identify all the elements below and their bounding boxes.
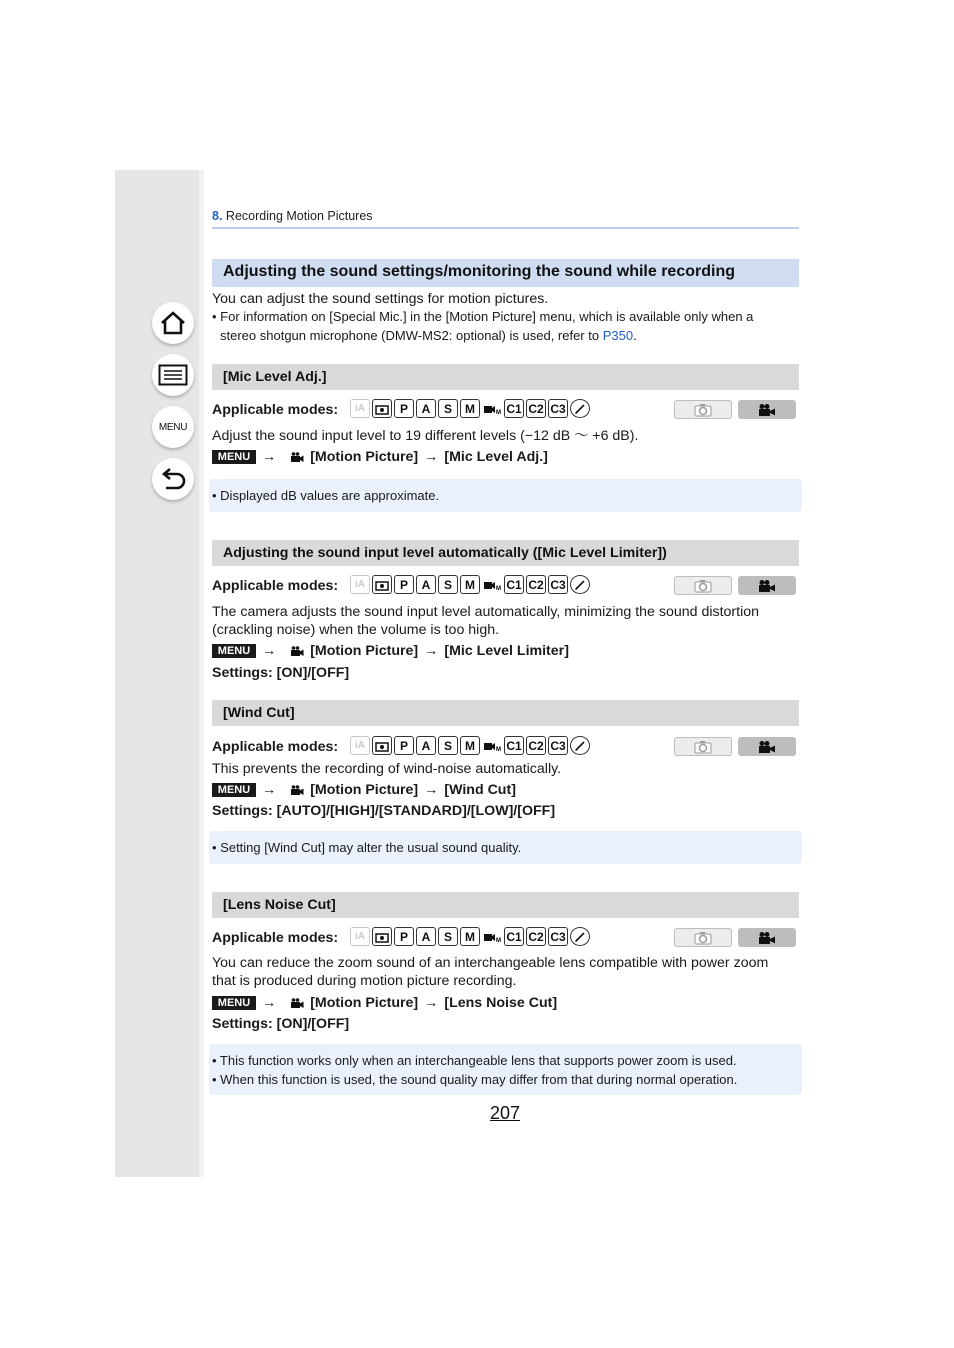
brush-icon	[573, 578, 587, 592]
section-heading-lens-noise-cut: [Lens Noise Cut]	[212, 892, 799, 918]
arrow: →	[424, 643, 439, 659]
menu-badge: MENU	[212, 644, 256, 658]
home-button[interactable]	[152, 302, 194, 344]
applicable-modes-row	[212, 399, 802, 421]
menu-badge: MENU	[212, 996, 256, 1010]
camera-icon	[694, 579, 712, 593]
brush-icon	[573, 739, 587, 753]
mode-p-icon: P	[394, 927, 414, 946]
camera-plus-icon	[375, 579, 389, 591]
section-heading-mic-level-limiter: Adjusting the sound input level automatically ([Mic Level Limiter])	[212, 540, 799, 566]
mode-creative-video-icon	[482, 736, 502, 755]
mode-c1-icon: C1	[504, 399, 524, 418]
mode-c3-icon: C3	[548, 736, 568, 755]
page-title: Adjusting the sound settings/monitoring the sound while recording	[212, 259, 799, 287]
mode-s-icon: S	[438, 575, 458, 594]
mode-c2-icon: C2	[526, 399, 546, 418]
svg-text:M: M	[496, 937, 501, 943]
svg-text:M: M	[496, 585, 501, 591]
mode-icon-list	[350, 399, 590, 418]
applicable-modes-row	[212, 736, 802, 758]
mode-creative-control-icon	[570, 399, 590, 418]
mode-ia-icon: iA	[350, 927, 370, 946]
description-line2: that is produced during motion picture recording.	[212, 973, 517, 989]
menu-path	[212, 449, 548, 465]
arrow: →	[424, 782, 439, 798]
mode-creative-control-icon	[570, 575, 590, 594]
back-button[interactable]	[152, 458, 194, 500]
video-m-icon	[483, 740, 501, 752]
svg-text:M: M	[496, 746, 501, 752]
mode-m-icon: M	[460, 575, 480, 594]
list-icon	[158, 364, 188, 386]
mode-c1-icon: C1	[504, 575, 524, 594]
mode-a-icon: A	[416, 399, 436, 418]
mode-c2-icon: C2	[526, 575, 546, 594]
movie-camera-icon	[757, 740, 777, 754]
breadcrumb-divider	[212, 227, 799, 229]
mode-creative-video-icon	[482, 399, 502, 418]
note-bullet: • Setting [Wind Cut] may alter the usual sound quality.	[212, 840, 522, 855]
mode-c2-icon: C2	[526, 736, 546, 755]
menu-item: [Mic Level Limiter]	[444, 643, 569, 659]
mode-c1-icon: C1	[504, 736, 524, 755]
mode-creative-video-icon	[482, 927, 502, 946]
sidebar-edge	[199, 170, 204, 1177]
camera-plus-icon	[375, 931, 389, 943]
movie-camera-icon	[757, 403, 777, 417]
mode-ia-plus-icon	[372, 927, 392, 946]
mode-creative-control-icon	[570, 736, 590, 755]
mode-a-icon: A	[416, 927, 436, 946]
description-line2: (crackling noise) when the volume is too high.	[212, 622, 500, 638]
camera-plus-icon	[375, 740, 389, 752]
lens-noise-cut-description	[212, 954, 768, 990]
contents-button[interactable]	[152, 354, 194, 396]
motion-picture-menu-icon	[290, 785, 304, 795]
menu-badge: MENU	[212, 783, 256, 797]
menu-item: [Lens Noise Cut]	[444, 995, 558, 1011]
video-m-icon	[483, 931, 501, 943]
menu-item: [Wind Cut]	[444, 782, 516, 798]
mode-creative-control-icon	[570, 927, 590, 946]
applicable-modes-label: Applicable modes:	[212, 739, 339, 755]
back-arrow-icon	[159, 466, 187, 492]
menu-path	[212, 643, 569, 659]
mode-ia-plus-icon	[372, 399, 392, 418]
video-recording-indicator	[738, 576, 796, 595]
settings-line: Settings: [ON]/[OFF]	[212, 665, 350, 681]
mode-p-icon: P	[394, 736, 414, 755]
camera-icon	[694, 931, 712, 945]
video-recording-indicator	[738, 400, 796, 419]
movie-camera-icon	[757, 579, 777, 593]
menu-badge: MENU	[212, 450, 256, 464]
mode-ia-plus-icon	[372, 575, 392, 594]
motion-picture-menu-icon	[290, 646, 304, 656]
note-box	[209, 479, 802, 512]
camera-icon	[694, 403, 712, 417]
mode-ia-icon: iA	[350, 399, 370, 418]
mode-c2-icon: C2	[526, 927, 546, 946]
mode-p-icon: P	[394, 399, 414, 418]
menu-path	[212, 782, 516, 798]
mode-s-icon: S	[438, 399, 458, 418]
mode-c3-icon: C3	[548, 927, 568, 946]
svg-text:M: M	[496, 409, 501, 415]
mode-a-icon: A	[416, 736, 436, 755]
note-bullet: • Displayed dB values are approximate.	[212, 488, 440, 503]
mode-a-icon: A	[416, 575, 436, 594]
video-recording-indicator	[738, 928, 796, 947]
intro-bullet-line1: • For information on [Special Mic.] in the [Motion Picture] menu, which is available only when a	[212, 309, 754, 324]
applicable-modes-label: Applicable modes:	[212, 930, 339, 946]
settings-line: Settings: [ON]/[OFF]	[212, 1016, 350, 1032]
menu-name: [Motion Picture]	[310, 449, 419, 465]
video-m-icon	[483, 403, 501, 415]
note-bullet: • When this function is used, the sound quality may differ from that during normal operation.	[212, 1072, 738, 1087]
mode-ia-icon: iA	[350, 736, 370, 755]
arrow: →	[262, 782, 277, 798]
arrow: →	[262, 995, 277, 1011]
menu-name: [Motion Picture]	[310, 995, 419, 1011]
mode-m-icon: M	[460, 399, 480, 418]
movie-camera-icon	[757, 931, 777, 945]
applicable-modes-row	[212, 575, 802, 597]
description-line1: You can reduce the zoom sound of an interchangeable lens compatible with power zoom	[212, 955, 769, 971]
applicable-modes-label: Applicable modes:	[212, 578, 339, 594]
arrow: →	[262, 643, 277, 659]
chapter-title: Recording Motion Pictures	[225, 209, 373, 223]
description-line1: The camera adjusts the sound input level automatically, minimizing the sound distortion	[212, 604, 760, 620]
photo-recording-indicator	[674, 737, 732, 756]
photo-recording-indicator	[674, 400, 732, 419]
arrow: →	[424, 449, 439, 465]
mode-p-icon: P	[394, 575, 414, 594]
chapter-number: 8.	[212, 209, 223, 223]
menu-path	[212, 995, 557, 1011]
motion-picture-menu-icon	[290, 998, 304, 1008]
note-box	[209, 1044, 802, 1095]
camera-icon	[694, 740, 712, 754]
mode-ia-icon: iA	[350, 575, 370, 594]
intro-bullet-line2	[212, 326, 753, 345]
mode-icon-list	[350, 736, 590, 755]
motion-picture-menu-icon	[290, 452, 304, 462]
mode-c3-icon: C3	[548, 399, 568, 418]
breadcrumb	[212, 209, 373, 223]
section-heading-wind-cut: [Wind Cut]	[212, 700, 799, 726]
home-icon	[159, 310, 187, 336]
note-box	[209, 831, 802, 864]
video-recording-indicator	[738, 737, 796, 756]
section-heading-mic-level-adj: [Mic Level Adj.]	[212, 364, 799, 390]
arrow: →	[262, 449, 277, 465]
mode-c1-icon: C1	[504, 927, 524, 946]
intro-text: You can adjust the sound settings for motion pictures.	[212, 291, 549, 307]
camera-plus-icon	[375, 403, 389, 415]
page-link-p350[interactable]: P350	[602, 328, 634, 343]
intro-bullet-text: stereo shotgun microphone (DMW-MS2: optional) is used, refer to	[220, 328, 603, 343]
photo-recording-indicator	[674, 576, 732, 595]
mode-creative-video-icon	[482, 575, 502, 594]
mic-level-adj-description: Adjust the sound input level to 19 different levels (−12 dB ～ +6 dB).	[212, 428, 639, 444]
menu-name: [Motion Picture]	[310, 782, 419, 798]
mode-c3-icon: C3	[548, 575, 568, 594]
mode-m-icon: M	[460, 927, 480, 946]
mode-ia-plus-icon	[372, 736, 392, 755]
page-number: 207	[490, 1103, 521, 1123]
menu-name: [Motion Picture]	[310, 643, 419, 659]
applicable-modes-row	[212, 927, 802, 949]
wind-cut-description: This prevents the recording of wind-noise automatically.	[212, 761, 562, 777]
photo-recording-indicator	[674, 928, 732, 947]
note-bullet: • This function works only when an interchangeable lens that supports power zoom is used.	[212, 1053, 737, 1068]
menu-list-button[interactable]	[152, 406, 194, 448]
menu-button-label: MENU	[158, 421, 188, 433]
applicable-modes-label: Applicable modes:	[212, 402, 339, 418]
intro-bullet	[212, 307, 753, 345]
mode-s-icon: S	[438, 736, 458, 755]
mode-m-icon: M	[460, 736, 480, 755]
settings-line: Settings: [AUTO]/[HIGH]/[STANDARD]/[LOW]/[OFF]	[212, 803, 556, 819]
arrow: →	[424, 995, 439, 1011]
mode-s-icon: S	[438, 927, 458, 946]
brush-icon	[573, 930, 587, 944]
mic-level-limiter-description	[212, 603, 759, 639]
mode-icon-list	[350, 927, 590, 946]
video-m-icon	[483, 579, 501, 591]
menu-item: [Mic Level Adj.]	[444, 449, 548, 465]
intro-bullet-end: .	[633, 328, 637, 343]
mode-icon-list	[350, 575, 590, 594]
brush-icon	[573, 402, 587, 416]
